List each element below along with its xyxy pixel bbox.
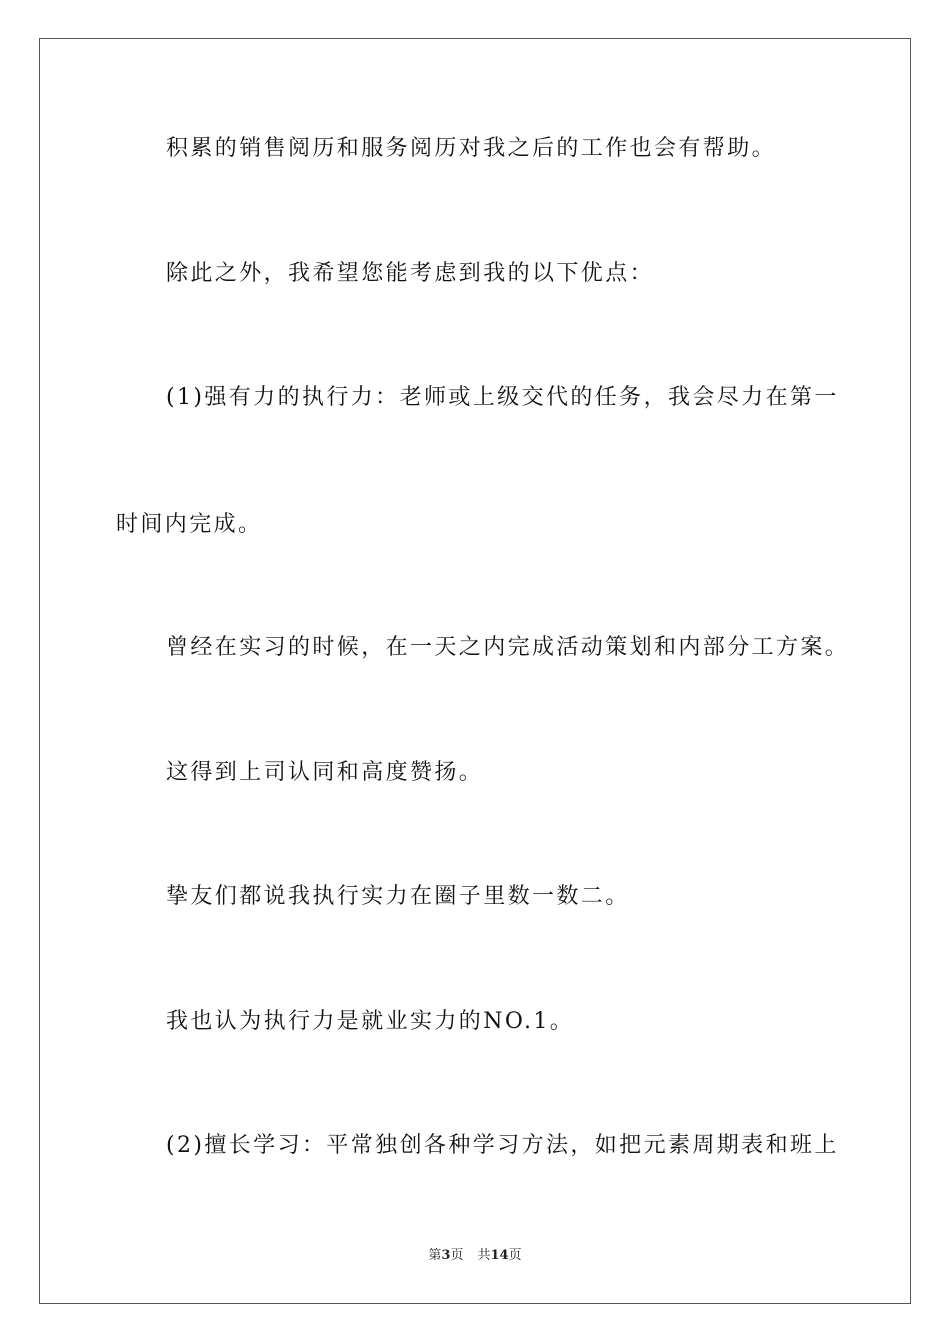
paragraph-line-2: 除此之外，我希望您能考虑到我的以下优点： <box>166 261 655 286</box>
paragraph-line-1: 积累的销售阅历和服务阅历对我之后的工作也会有帮助。 <box>166 136 777 161</box>
footer-total-number: 14 <box>490 1248 509 1263</box>
paragraph-line-8: 我也认为执行力是就业实力的NO.1。 <box>166 1009 575 1034</box>
footer-total-suffix: 页 <box>508 1248 522 1263</box>
paragraph-line-5: 曾经在实习的时候，在一天之内完成活动策划和内部分工方案。 <box>166 635 850 660</box>
footer-page-suffix: 页 <box>450 1248 464 1263</box>
paragraph-line-4: 时间内完成。 <box>116 512 263 537</box>
footer-total-prefix: 共 <box>477 1248 491 1263</box>
footer-page-number: 3 <box>441 1248 451 1263</box>
footer-page-prefix: 第 <box>428 1248 442 1263</box>
page-border <box>39 38 911 1304</box>
paragraph-line-3: (1)强有力的执行力：老师或上级交代的任务，我会尽力在第一 <box>166 385 839 410</box>
paragraph-line-6: 这得到上司认同和高度赞扬。 <box>166 760 484 785</box>
paragraph-line-7: 挚友们都说我执行实力在圈子里数一数二。 <box>166 884 630 909</box>
page-footer <box>0 1247 950 1265</box>
paragraph-line-9: (2)擅长学习：平常独创各种学习方法，如把元素周期表和班上 <box>166 1133 839 1158</box>
